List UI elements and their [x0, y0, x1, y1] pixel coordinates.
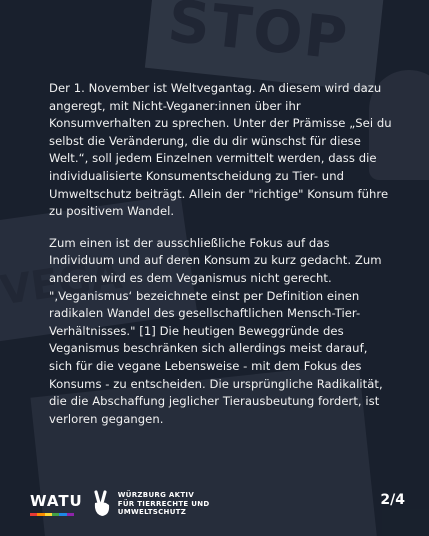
org-name-line-3: UMWELTSCHUTZ	[117, 508, 187, 517]
rainbow-bar	[30, 513, 74, 516]
peace-hand-icon	[90, 490, 114, 518]
article-body	[49, 80, 394, 442]
watu-logo	[30, 484, 210, 524]
org-name-line-2: FÜR TIERRECHTE UND	[117, 499, 210, 508]
paragraph-1: Der 1. November ist Weltvegantag. An diesem wird dazu angeregt, mit Nicht-Veganer:innen über ihr Konsumverhalten zu sprechen. Unter der Prämisse „Sei du selbst die Veränderung, die du dir wünschst für diese Welt.“, soll jedem Einzelnen vermittelt werden, dass die individualisierte Konsumentscheidung zu Tier- und Umweltschutz beiträgt. Allein der "richtige" Konsum führe zu positivem Wandel.	[49, 81, 392, 219]
watu-wordmark	[30, 493, 83, 516]
org-name	[118, 491, 210, 517]
org-name-line-1: WÜRZBURG AKTIV	[117, 491, 195, 500]
paragraph-2: Zum einen ist der ausschließliche Fokus auf das Individuum und auf deren Konsum zu kurz gedacht. Zum anderen wird es dem Veganismus nicht gerecht. "‚Veganismus‘ bezeichnete einst per Definition einen radikalen Wandel des gesellschaftlichen Mensch-Tier-Verhältnisses." [1] Die heutigen Beweggründe des Veganismus beschränken sich allerdings meist darauf, sich für die vegane Lebensweise - mit dem Fokus des Konsums - zu entscheiden. Die ursprüngliche Radikalität, die die Abschaffung jeglicher Tierausbeutung fordert, ist verloren gegangen.	[49, 235, 383, 426]
watu-logo-text: WATU	[30, 491, 83, 510]
page-indicator: 2/4	[380, 492, 405, 508]
